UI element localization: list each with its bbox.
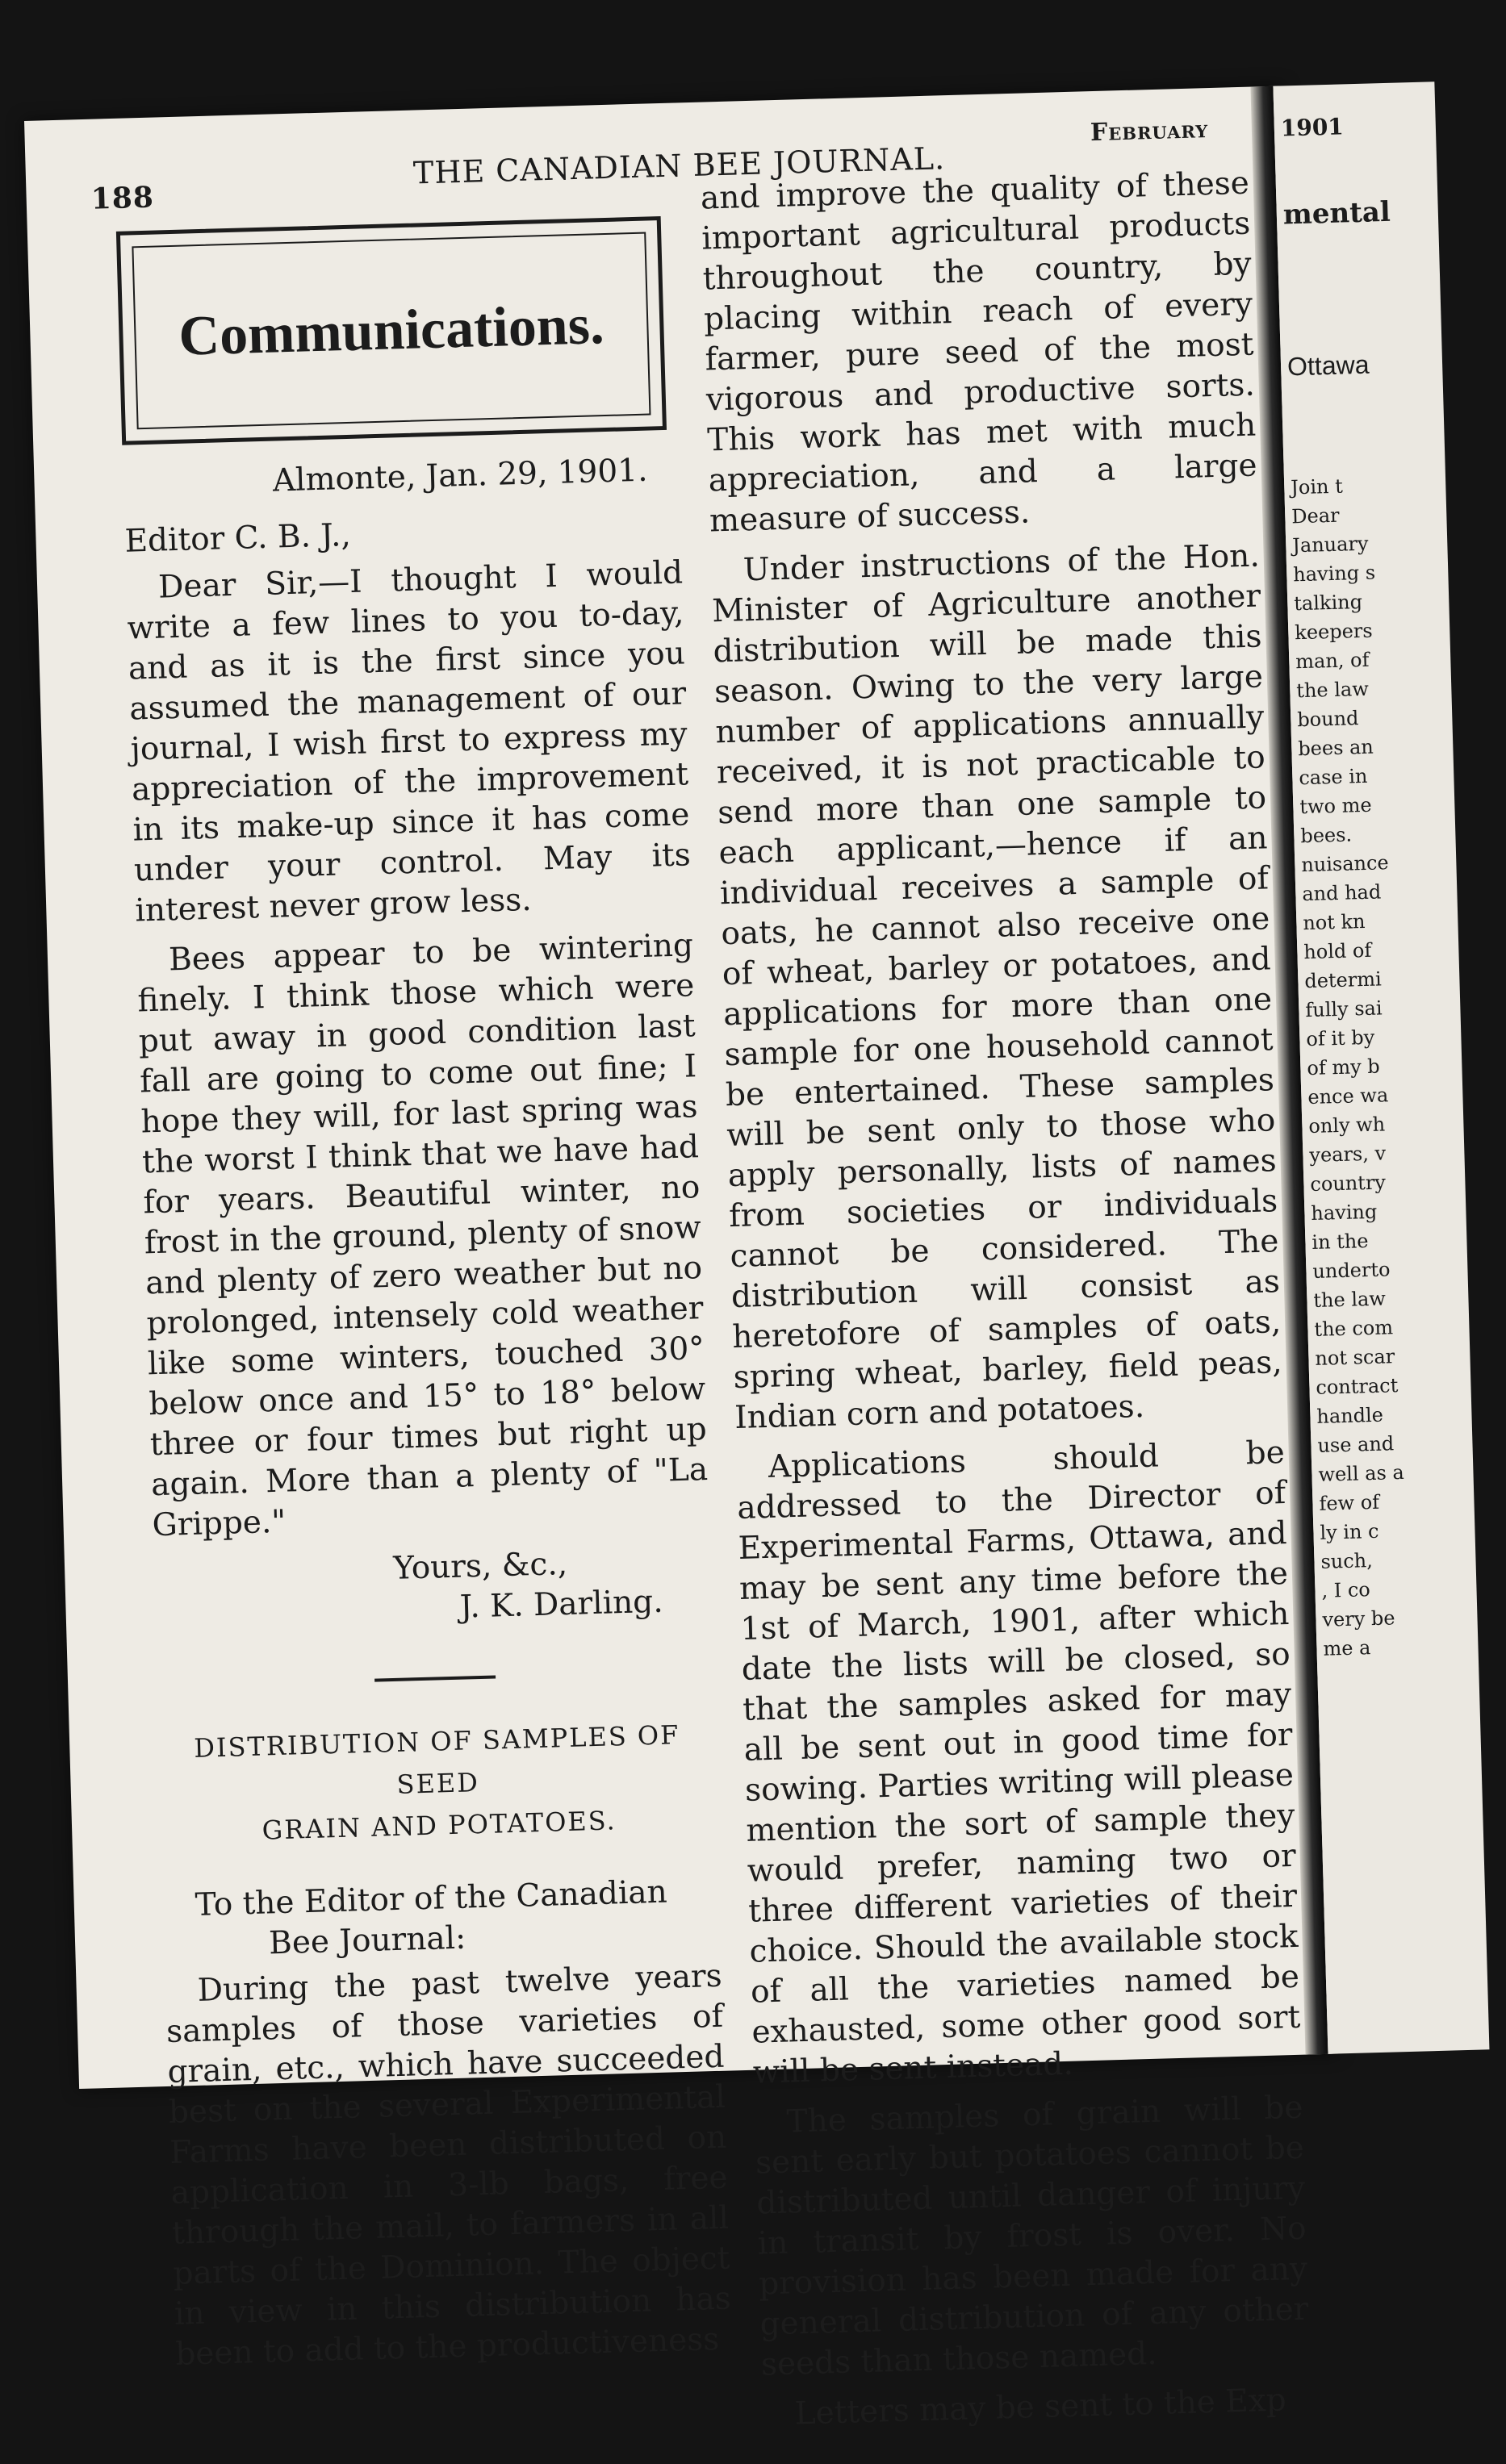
- adjacent-page-line: well as a: [1318, 1460, 1405, 1486]
- adjacent-page-line: me a: [1323, 1636, 1371, 1660]
- adjacent-page-line: country: [1310, 1171, 1387, 1197]
- adjacent-page-line: Dear: [1291, 503, 1340, 528]
- communications-heading-inner-frame: [132, 232, 651, 430]
- section-divider: [374, 1675, 496, 1681]
- adjacent-page-line: ly in c: [1320, 1519, 1379, 1544]
- letter-paragraph: Dear Sir,—I thought I would write a few lines to you to-day, and as it is the first since you assumed the management of our journal, I wish first to express my appreciation of the improvement in its make-up since it has come under your control. May its interest never grow less.: [126, 554, 692, 929]
- adjacent-page-line: of it by: [1306, 1025, 1375, 1051]
- adjacent-page-line: only wh: [1308, 1113, 1386, 1138]
- adjacent-page-line: the law: [1313, 1287, 1387, 1312]
- letter-closing: Yours, &c.,: [392, 1545, 568, 1587]
- adjacent-page-line: case in: [1298, 764, 1368, 790]
- article-paragraph-2: Under instructions of the Hon. Minister of Agriculture another distribution will be made this season. Owing to the very large number of applications annually received, it is not practicable to send more than one sample to each applicant,—hence if an individual receives a sample of oats, he cannot also receive one of wheat, barley or potatoes, and applications for more than one sample for one household cannot be entertained. These samples will be sent only to those who apply personally, lists of names from societies or individuals cannot be considered. The distribution will consist as heretofore of samples of oats, spring wheat, barley, field peas, Indian corn and potatoes.: [711, 537, 1283, 1437]
- adjacent-page-line: January: [1291, 532, 1369, 558]
- adjacent-page-line: fully sai: [1305, 996, 1383, 1022]
- adjacent-page-line: having s: [1292, 561, 1376, 587]
- adjacent-page-line: few of: [1319, 1490, 1380, 1515]
- adjacent-page-line: bees.: [1299, 823, 1353, 848]
- adjacent-page-line: not scar: [1315, 1345, 1395, 1370]
- adjacent-page-line: use and: [1317, 1432, 1395, 1457]
- adjacent-page-line: of my b: [1307, 1055, 1381, 1080]
- communications-heading-box: [116, 216, 667, 445]
- adjacent-page-line: keepers: [1294, 619, 1373, 645]
- adjacent-page-line: , I co: [1321, 1578, 1371, 1602]
- left-column: [123, 449, 733, 2384]
- article-paragraph-4: The samples of grain will be sent early but potatoes cannot be distributed until danger of injury in transit by frost is over. No provision has been made for any general distribution of any other seeds than those named.: [755, 2089, 1309, 2383]
- adjacent-page-line: the com: [1314, 1316, 1394, 1341]
- adjacent-page-lines: [1291, 469, 1485, 1664]
- adjacent-page-line: man, of: [1295, 648, 1370, 674]
- article-paragraph-3: Applications should be addressed to the Director of Experimental Farms, Ottawa, and may be sent any time before the 1st of March, 1901, after which date the lists will be closed, so that the samples asked for may all be sent out in good time for sowing. Parties writing will please mention the sort of sample they would prefer, naming two or three different varieties of their choice. Should the available stock of all the varieties named be exhausted, some other good sort will be sent instead.: [736, 1435, 1301, 2091]
- issue-month: February: [1090, 115, 1209, 148]
- section-heading: Communications.: [178, 293, 605, 368]
- letter-paragraph: Bees appear to be wintering finely. I think those which were put away in good condition last fall are going to come out fine; I hope they will, for last spring was the worst I think that we have had for years. Beautiful winter, no frost in the ground, plenty of snow and plenty of zero weather but no prolonged, intensely cold weather like some winters, touched 30° below once and 15° to 18° below three or four times but right up again. More than a plenty of "La Grippe.": [136, 927, 709, 1544]
- article-title-line-2: GRAIN AND POTATOES.: [261, 1805, 617, 1846]
- adjacent-page-line: handle: [1316, 1403, 1384, 1428]
- adjacent-page-word-ottawa: Ottawa: [1286, 349, 1370, 382]
- right-column: [700, 164, 1311, 2445]
- article-title-line-1: DISTRIBUTION OF SAMPLES OF SEED: [193, 1719, 680, 1800]
- adjacent-page-line: nuisance: [1300, 851, 1390, 877]
- letter-signature: J. K. Darling.: [459, 1583, 664, 1626]
- page-number: 188: [90, 180, 155, 216]
- adjacent-page-line: talking: [1293, 590, 1363, 616]
- adjacent-page-line: bound: [1296, 707, 1359, 732]
- adjacent-page-line: having: [1311, 1200, 1378, 1226]
- adjacent-page-line: bees an: [1297, 735, 1374, 761]
- article-paragraph-1-start: During the past twelve years samples of those varieties of grain, etc., which have succeeded best on the several Experimental Farms have been distributed on application in 3-lb bags, free through the mail, to farmers in all parts of the Dominion. The object in view in this distribution has been to add to the productiveness: [165, 1957, 732, 2373]
- adjacent-page-line: determi: [1303, 967, 1383, 993]
- adjacent-page-year: 1901: [1280, 113, 1345, 142]
- article-paragraph-5: Letters may be sent to the Exp: [794, 2382, 1287, 2433]
- letter-addressee: Editor C. B. J.,: [123, 516, 352, 560]
- adjacent-page-line: years, v: [1309, 1142, 1387, 1167]
- adjacent-page-line: ence wa: [1307, 1084, 1389, 1109]
- adjacent-page-line: two me: [1299, 793, 1372, 819]
- article-paragraph-1-continued: and improve the quality of these important agricultural products throughout the country, by placing within reach of every farmer, pure seed of the most vigorous and productive sorts. This work has met with much appreciation, and a large measure of success.: [700, 165, 1258, 540]
- article-salutation: To the Editor of the Canadian Bee Journal:: [195, 1873, 668, 1962]
- letter-place-date: Almonte, Jan. 29, 1901.: [272, 452, 649, 499]
- adjacent-page-line: very be: [1322, 1606, 1395, 1631]
- journal-title: THE CANADIAN BEE JOURNAL.: [412, 140, 946, 191]
- adjacent-page-line: not kn: [1302, 909, 1366, 935]
- adjacent-page-word: mental: [1282, 195, 1391, 232]
- adjacent-page-line: hold of: [1303, 938, 1372, 964]
- adjacent-page-line: contract: [1316, 1374, 1399, 1399]
- adjacent-page-line: such,: [1320, 1549, 1374, 1573]
- adjacent-page-line: Join t: [1290, 474, 1344, 499]
- adjacent-page-line: and had: [1301, 880, 1382, 906]
- journal-page: [24, 86, 1405, 2433]
- adjacent-page-line: underto: [1312, 1258, 1391, 1283]
- adjacent-page-line: the law: [1295, 677, 1370, 703]
- adjacent-page-line: in the: [1311, 1230, 1369, 1254]
